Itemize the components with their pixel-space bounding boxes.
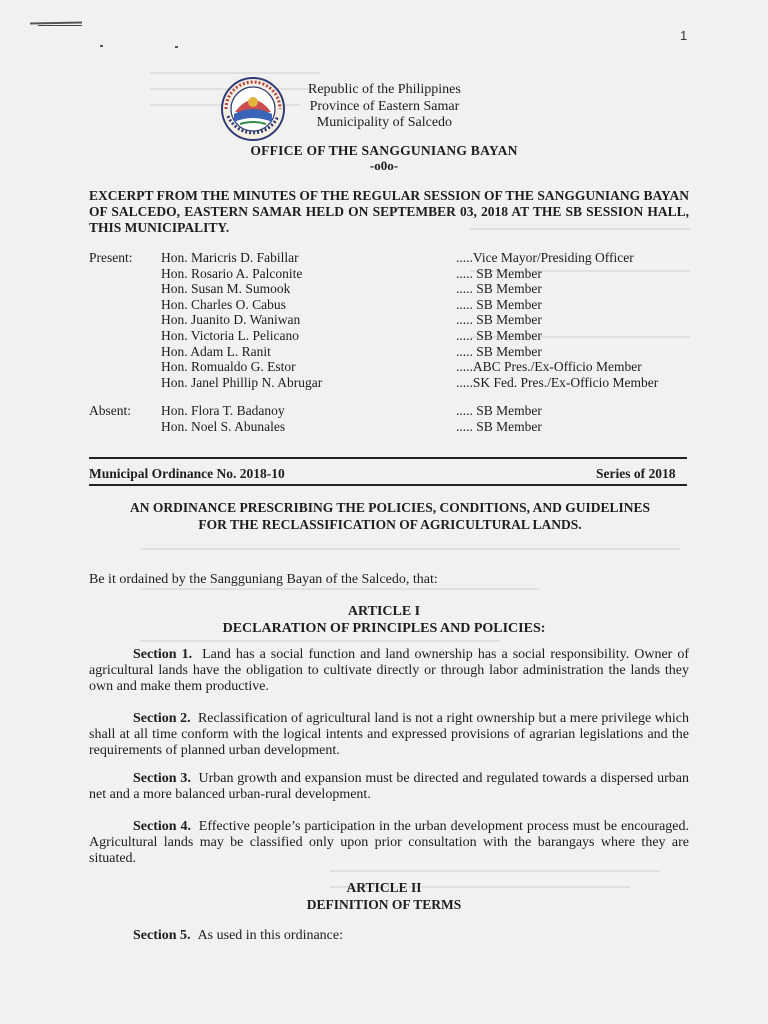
article-2-heading xyxy=(0,879,768,913)
section-text: Effective people’s participation in the urban development process must be encouraged. Agricultural lands may be classified only upon prior consultation with the barangays where they are situated. xyxy=(89,819,689,867)
member-name: Hon. Noel S. Abunales xyxy=(161,418,286,434)
member-role: ..... SB Member xyxy=(456,281,542,297)
divider xyxy=(89,457,687,459)
section-label: Section 3. xyxy=(133,771,191,786)
enacting-clause: Be it ordained by the Sangguniang Bayan of the Salcedo, that: xyxy=(89,572,438,587)
section-text: As used in this ordinance: xyxy=(197,928,343,943)
member-name: Hon. Rosario A. Palconite xyxy=(161,265,303,281)
member-role: ..... SB Member xyxy=(456,296,542,312)
ordinance-title-line: AN ORDINANCE PRESCRIBING THE POLICIES, CONDITIONS, AND GUIDELINES xyxy=(130,500,650,515)
letterhead-line: Province of Eastern Samar xyxy=(309,98,460,114)
letterhead-line: Municipality of Salcedo xyxy=(316,115,453,130)
absent-label: Absent: xyxy=(89,403,131,418)
article-2-label: ARTICLE II xyxy=(346,880,422,895)
member-role: ..... SB Member xyxy=(456,265,542,281)
section-text: Urban growth and expansion must be directed and regulated towards a dispersed urban net and a more balanced urban-rural development. xyxy=(89,771,689,803)
section-label: Section 4. xyxy=(133,819,191,834)
member-name: Hon. Susan M. Sumook xyxy=(161,281,291,297)
member-name: Hon. Adam L. Ranit xyxy=(161,343,271,359)
section-text: Reclassification of agricultural land is not a right ownership but a mere privilege which shall at all time conform with the logical intents and expressed provisions of agrarian legislations and the requirements of planned urban development. xyxy=(89,711,690,759)
article-1-heading xyxy=(0,603,768,637)
ornament-text: -o0o- xyxy=(369,158,399,173)
ordinance-number: Municipal Ordinance No. 2018-10 xyxy=(89,466,285,481)
present-label: Present: xyxy=(89,250,133,265)
divider xyxy=(89,484,687,486)
section-3 xyxy=(89,771,689,803)
member-role: ..... SB Member xyxy=(456,403,542,418)
member-role: ..... SB Member xyxy=(456,328,542,343)
member-role: ..... SB Member xyxy=(456,418,542,434)
member-role: ..... SB Member xyxy=(456,312,542,328)
speck xyxy=(175,46,178,48)
ordinance-title-line: FOR THE RECLASSIFICATION OF AGRICULTURAL LANDS. xyxy=(198,517,582,532)
excerpt-heading: EXCERPT FROM THE MINUTES OF THE REGULAR SESSION OF THE SANGGUNIANG BAYAN OF SALCEDO, EASTERN SAMAR HELD ON SEPTEMBER 03, 2018 AT THE SB SESSION HALL, THIS MUNICIPALITY. xyxy=(89,188,689,235)
member-role: ..... SB Member xyxy=(456,343,542,359)
member-name: Hon. Juanito D. Waniwan xyxy=(161,312,301,328)
municipal-seal-icon xyxy=(220,76,286,142)
section-label: Section 5. xyxy=(133,928,191,943)
member-name: Hon. Charles O. Cabus xyxy=(161,296,286,312)
article-1-title: DECLARATION OF PRINCIPLES AND POLICIES: xyxy=(222,621,546,636)
office-title: OFFICE OF THE SANGGUNIANG BAYAN xyxy=(250,143,518,158)
ordinance-title xyxy=(80,499,700,533)
member-name: Hon. Maricris D. Fabillar xyxy=(161,250,299,265)
article-1-label: ARTICLE I xyxy=(347,604,421,619)
member-name: Hon. Victoria L. Pelicano xyxy=(161,328,300,343)
letterhead xyxy=(308,82,461,132)
section-2 xyxy=(89,711,689,760)
section-label: Section 1. xyxy=(133,647,193,662)
section-text: Land has a social function and land ownership has a social responsibility. Owner of agricultural lands have the obligation to cultivate directly or through labor administration the lands they own and make them productive. xyxy=(89,647,689,695)
section-label: Section 2. xyxy=(133,711,191,726)
member-role: .....ABC Pres./Ex-Officio Member xyxy=(456,359,642,375)
speck xyxy=(100,45,103,47)
section-1 xyxy=(89,647,689,696)
article-2-title: DEFINITION OF TERMS xyxy=(306,897,462,912)
member-name: Hon. Flora T. Badanoy xyxy=(161,403,285,418)
page-number: 1 xyxy=(680,28,688,43)
handwritten-mark xyxy=(38,15,82,26)
member-name: Hon. Janel Phillip N. Abrugar xyxy=(161,374,323,390)
section-4 xyxy=(89,819,689,868)
section-5 xyxy=(133,928,343,944)
ordinance-series: Series of 2018 xyxy=(596,466,676,481)
member-name: Hon. Romualdo G. Estor xyxy=(161,359,296,375)
member-role: .....SK Fed. Pres./Ex-Officio Member xyxy=(456,374,659,390)
member-role: .....Vice Mayor/Presiding Officer xyxy=(456,250,634,265)
letterhead-line: Republic of the Philippines xyxy=(308,82,461,97)
